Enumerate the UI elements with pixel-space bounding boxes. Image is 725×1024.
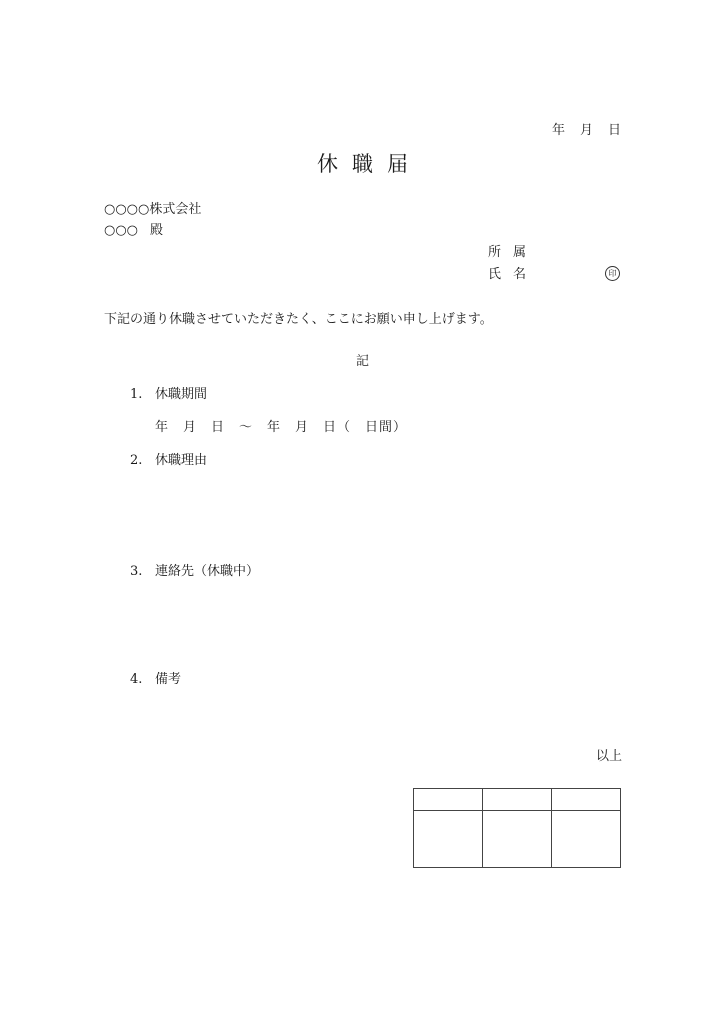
department-label: 所属 — [488, 245, 539, 260]
item-label-contact: 連絡先（休職中） — [155, 564, 260, 579]
stamp-header-cell — [483, 789, 552, 811]
stamp-header-cell — [414, 789, 483, 811]
recipient-name: ○○○ — [104, 223, 139, 238]
item-number: 1. — [130, 387, 143, 402]
item-label-leave-period: 休職期間 — [155, 387, 208, 402]
stamp-header-cell — [552, 789, 621, 811]
item-label-remarks: 備考 — [155, 672, 182, 687]
request-text: 下記の通り休職させていただきたく、ここにお願い申し上げます。 — [104, 312, 493, 327]
leave-period-range: 年 月 日 ～ 年 月 日（ 日間） — [155, 420, 408, 435]
company-name: ○○○○株式会社 — [104, 202, 202, 217]
date-line: 年 月 日 — [551, 123, 622, 138]
seal-mark: 印 — [605, 266, 620, 281]
recipient — [104, 224, 163, 237]
name-label: 氏名 — [488, 267, 539, 282]
closing-text: 以上 — [595, 749, 622, 764]
item-number: 4. — [130, 672, 143, 687]
item-number: 3. — [130, 564, 143, 579]
item-label-leave-reason: 休職理由 — [155, 453, 208, 468]
stamp-cell — [414, 811, 483, 868]
ki-heading: 記 — [355, 354, 369, 369]
item-number: 2. — [130, 453, 143, 468]
stamp-cell — [552, 811, 621, 868]
recipient-honorific: 殿 — [150, 223, 164, 238]
approval-stamp-table — [413, 788, 621, 868]
stamp-cell — [483, 811, 552, 868]
document-title: 休職届 — [317, 152, 422, 176]
